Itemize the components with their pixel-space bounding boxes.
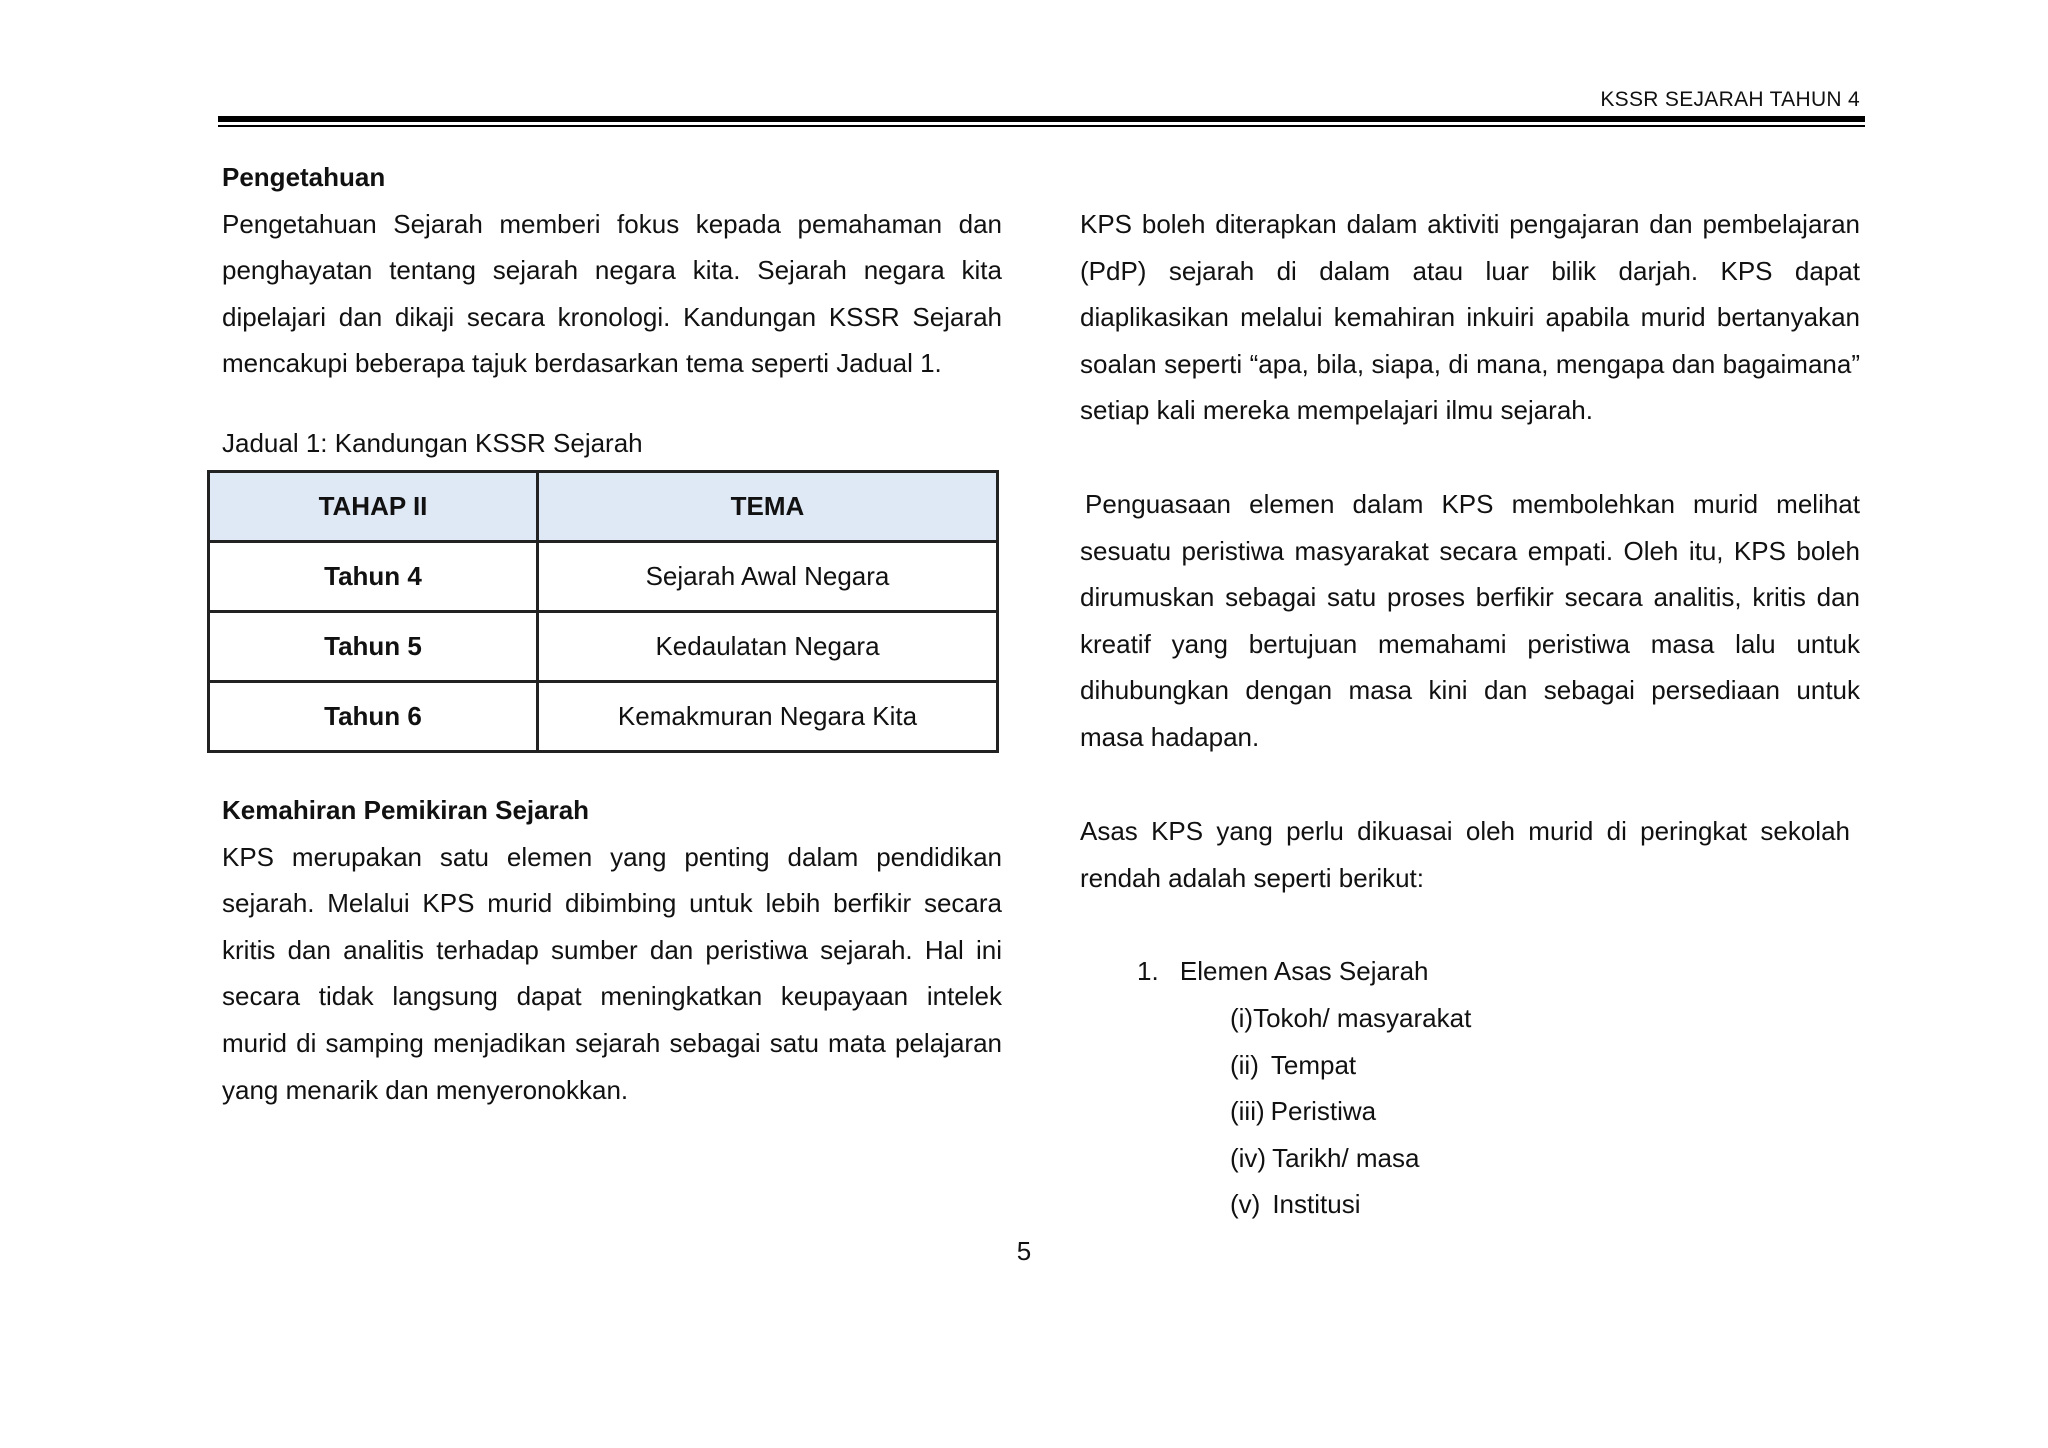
sublist-text: Tempat: [1270, 1049, 1357, 1080]
table-cell-year: Tahun 5: [209, 612, 538, 682]
table-cell-year: Tahun 6: [209, 682, 538, 752]
table-cell-theme: Kedaulatan Negara: [538, 612, 998, 682]
list-label: Elemen Asas Sejarah: [1179, 956, 1429, 986]
table-row: [209, 542, 998, 612]
paragraph-pengetahuan: Pengetahuan Sejarah memberi fokus kepada pemahaman dan penghayatan tentang sejarah negara kita. Sejarah negara kita dipelajari dan dikaji secara kronologi. Kandungan KSSR Sejarah mencakupi beberapa tajuk berdasarkan tema seperti Jadual 1.: [222, 208, 1002, 379]
right-paragraph-1: [1080, 201, 1860, 434]
kssr-content-table: [207, 470, 999, 753]
header-rule-thick: [218, 116, 1865, 122]
page-number: 5: [1016, 1236, 1032, 1266]
left-column-top: [222, 154, 1002, 387]
table-cell-theme: Kemakmuran Negara Kita: [538, 682, 998, 752]
sublist-item: [1230, 1088, 1471, 1135]
table-header-tema: TEMA: [538, 472, 998, 542]
sublist-item: [1230, 1181, 1471, 1228]
left-column-bottom: [222, 787, 1002, 1113]
sublist-marker: (v): [1230, 1189, 1261, 1220]
table-row: [209, 682, 998, 752]
paragraph-kps: KPS merupakan satu elemen yang penting dalam pendidikan sejarah. Melalui KPS murid dibimbing untuk lebih berfikir secara kritis dan analitis terhadap sumber dan peristiwa sejarah. Hal ini secara tidak langsung dapat meningkatkan keupayaan intelek murid di samping menjadikan sejarah sebagai satu mata pelajaran yang menarik dan menyeronokkan.: [222, 841, 1002, 1105]
sublist-marker: (ii): [1230, 1049, 1259, 1080]
table-cell-theme: Sejarah Awal Negara: [538, 542, 998, 612]
sublist-item: [1230, 1042, 1471, 1089]
table-cell-year: Tahun 4: [209, 542, 538, 612]
table-row: [209, 612, 998, 682]
sublist-marker: (iv): [1230, 1142, 1267, 1173]
list-item-elemen: [1137, 948, 1429, 995]
running-header: KSSR SEJARAH TAHUN 4: [1600, 88, 1860, 111]
sublist-text: Peristiwa: [1270, 1096, 1377, 1127]
paragraph-kps-pdp: KPS boleh diterapkan dalam aktiviti pengajaran dan pembelajaran (PdP) sejarah di dalam atau luar bilik darjah. KPS dapat diaplikasikan melalui kemahiran inkuiri apabila murid bertanyakan soalan seperti “apa, bila, siapa, di mana, mengapa dan bagaimana” setiap kali mereka mempelajari ilmu sejarah.: [1080, 209, 1860, 426]
table-header-row: [209, 472, 998, 542]
header-rule-thin: [218, 125, 1865, 127]
sublist-marker: (i): [1230, 1003, 1254, 1033]
sublist-text: Tarikh/ masa: [1272, 1142, 1420, 1173]
sublist-marker: (iii): [1230, 1096, 1265, 1127]
right-paragraph-2: [1080, 481, 1860, 761]
table-header-tahap: TAHAP II: [209, 472, 538, 542]
sublist-item: [1230, 995, 1471, 1042]
list-number: 1.: [1137, 956, 1159, 986]
sublist: [1230, 995, 1471, 1228]
right-paragraph-3: [1080, 808, 1850, 901]
sublist-text: Institusi: [1272, 1189, 1361, 1220]
heading-kps: Kemahiran Pemikiran Sejarah: [222, 795, 590, 825]
heading-pengetahuan: Pengetahuan: [222, 162, 386, 192]
paragraph-penguasaan: Penguasaan elemen dalam KPS membolehkan murid melihat sesuatu peristiwa masyarakat secara empati. Oleh itu, KPS boleh dirumuskan sebagai satu proses berfikir secara analitis, kritis dan kreatif yang bertujuan memahami peristiwa masa lalu untuk dihubungkan dengan masa kini dan sebagai persediaan untuk masa hadapan.: [1080, 489, 1860, 752]
table-caption: Jadual 1: Kandungan KSSR Sejarah: [222, 428, 643, 458]
sublist-item: [1230, 1135, 1471, 1182]
paragraph-asas-kps: Asas KPS yang perlu dikuasai oleh murid di peringkat sekolah rendah adalah seperti berikut:: [1080, 816, 1850, 893]
sublist-text: Tokoh/ masyarakat: [1253, 1003, 1472, 1033]
